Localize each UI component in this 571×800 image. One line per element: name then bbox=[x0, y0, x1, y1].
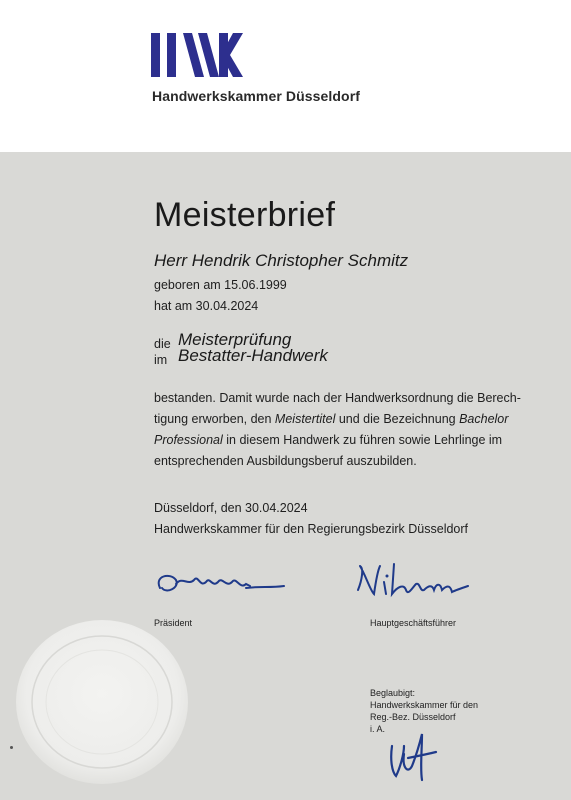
letterhead bbox=[0, 0, 571, 152]
body-text-1: bestanden. Damit wurde nach der Handwerksordnung die Berech-tigung erworben, den bbox=[154, 391, 521, 426]
birth-date: geboren am 15.06.1999 bbox=[154, 278, 287, 292]
president-signature-icon bbox=[150, 566, 290, 606]
body-text-2: und die Bezeichnung bbox=[335, 412, 460, 426]
document-title: Meisterbrief bbox=[154, 196, 336, 234]
trade-prefix: im bbox=[154, 353, 168, 367]
body-emphasis-degree: Bachelor Professional bbox=[154, 412, 509, 447]
exam-prefix: die bbox=[154, 337, 171, 351]
manager-label: Hauptgeschäftsführer bbox=[370, 618, 457, 628]
certification-signature-icon bbox=[378, 728, 448, 788]
trade-name: Bestatter-Handwerk bbox=[178, 346, 328, 365]
hwk-logo-icon bbox=[151, 33, 243, 77]
place-date: Düsseldorf, den 30.04.2024 bbox=[154, 501, 308, 515]
certificate-body bbox=[154, 388, 529, 472]
embossed-seal-icon bbox=[13, 617, 191, 787]
certification-line-2: Handwerkskammer für den bbox=[370, 700, 479, 710]
certification-line-1: Beglaubigt: bbox=[370, 688, 416, 698]
certification-line-3: Reg.-Bez. Düsseldorf bbox=[370, 712, 456, 722]
holder-name: Herr Hendrik Christopher Schmitz bbox=[154, 251, 409, 270]
exam-name: Meisterprüfung bbox=[178, 330, 292, 349]
page-mark bbox=[10, 746, 13, 749]
body-emphasis-title: Meistertitel bbox=[274, 412, 336, 426]
issuer: Handwerkskammer für den Regierungsbezirk Düsseldorf bbox=[154, 522, 469, 536]
organization-name: Handwerkskammer Düsseldorf bbox=[152, 88, 361, 104]
certification-line-4: i. A. bbox=[370, 724, 386, 734]
body-text-3: in diesem Handwerk zu führen sowie Lehrlinge im entsprechenden Ausbildungsberuf auszubilden. bbox=[154, 433, 503, 468]
manager-signature-icon bbox=[350, 560, 500, 608]
president-label: Präsident bbox=[154, 618, 193, 628]
exam-date: hat am 30.04.2024 bbox=[154, 299, 259, 313]
